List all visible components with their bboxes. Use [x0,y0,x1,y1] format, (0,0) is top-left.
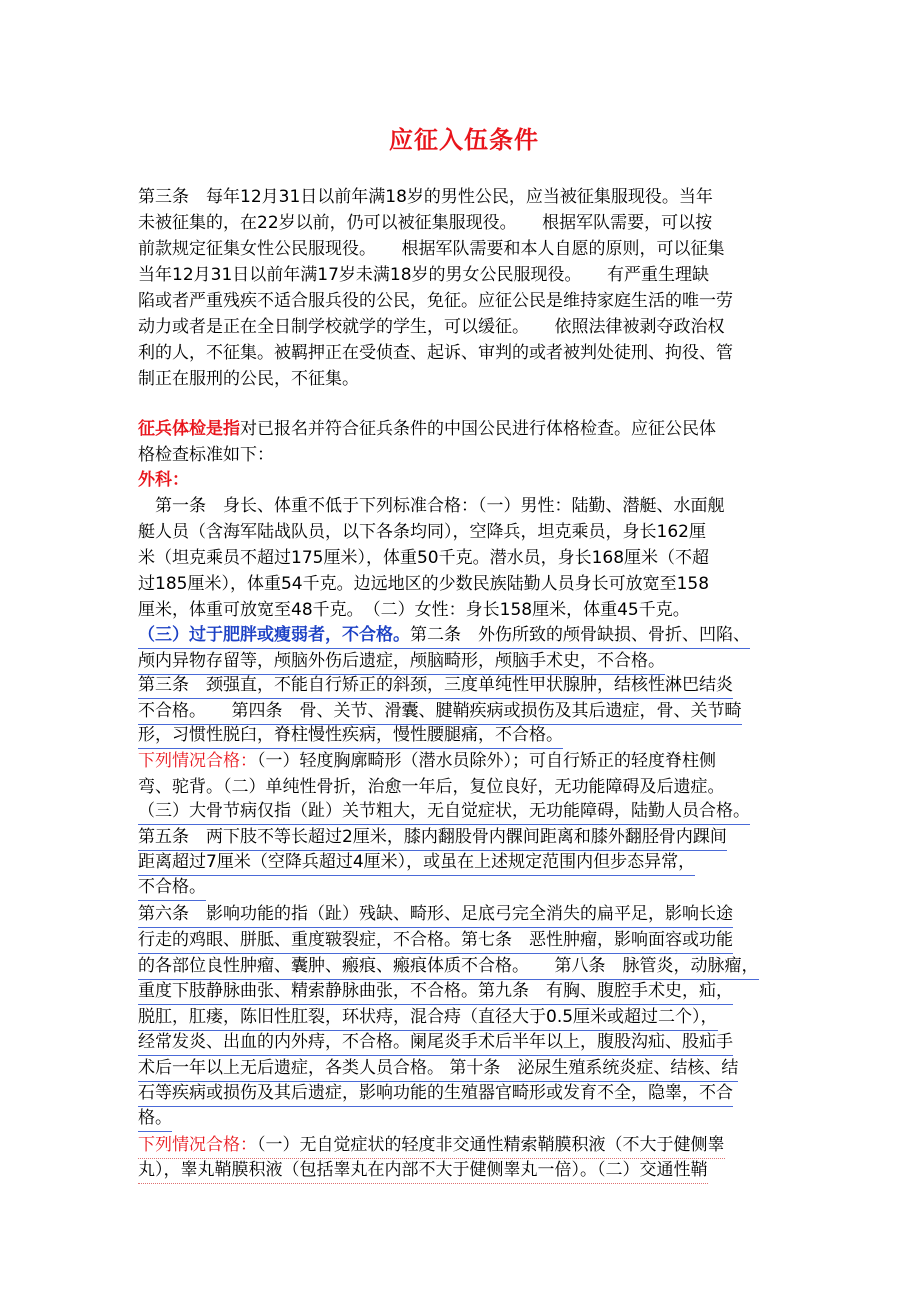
paragraph-line: 第一条 身长、体重不低于下列标准合格：（一）男性：陆勤、潜艇、水面舰 [138,496,725,516]
paragraph-line: 利的人，不征集。被羁押正在受侦查、起诉、审判的或者被判处徒刑、拘役、管 [138,343,733,363]
paragraph-line: 颅内异物存留等，颅脑外伤后遗症，颅脑畸形，颅脑手术史，不合格。 [138,648,665,675]
paragraph-line: 重度下肢静脉曲张、精索静脉曲张，不合格。第九条 有胸、腹腔手术史，疝， [138,978,733,1005]
paragraph-line: 制正在服刑的公民，不征集。 [138,369,359,389]
document-title: 应征入伍条件 [389,126,539,154]
paragraph-line: 陷或者严重残疾不适合服兵役的公民，免征。应征公民是维持家庭生活的唯一劳 [138,291,733,311]
paragraph-line [138,748,716,774]
paragraph-line: 经常发炎、出血的内外痔，不合格。阑尾炎手术后半年以上，腹股沟疝、股疝手 [138,1029,733,1056]
paragraph-line: （三）大骨节病仅指（趾）关节粗大，无自觉症状，无功能障碍，陆勤人员合格。 [138,798,750,825]
paragraph-line: 第五条 两下肢不等长超过2厘米，膝内翻股骨内髁间距离和膝外翻胫骨内踝间 [138,824,727,851]
paragraph-line [138,622,750,649]
paragraph-line: 距离超过7厘米（空降兵超过4厘米），或虽在上述规定范围内但步态异常， [138,849,695,876]
paragraph-line: 不合格。 [138,874,206,901]
paragraph-line: 未被征集的，在22岁以前，仍可以被征集服现役。 根据军队需要，可以按 [138,213,713,233]
paragraph-line: 动力或者是正在全日制学校就学的学生，可以缓征。 依照法律被剥夺政治权 [138,317,725,337]
paragraph-line: 弯、驼背。（二）单纯性骨折，治愈一年后，复位良好，无功能障碍及后遗症。 [138,777,725,797]
article-text: （一）轻度胸廓畸形（潜水员除外）；可自行矫正的轻度脊柱侧 [257,751,716,771]
exam-text: 对已报名并符合征兵条件的中国公民进行体格检查。应征公民体 [240,419,716,439]
paragraph-line: 米（坦克乘员不超过175厘米），体重50千克。潜水员，身长168厘米（不超 [138,548,710,568]
paragraph-line: 形，习惯性脱臼，脊柱慢性疾病，慢性腰腿痛，不合格。 [138,722,563,749]
paragraph-line: 第三条 每年12月31日以前年满18岁的男性公民，应当被征集服现役。当年 [138,187,713,207]
qualified-heading: 下列情况合格： [138,751,257,771]
surgery-heading: 外科： [138,470,189,490]
paragraph-line: 脱肛，肛瘘，陈旧性肛裂，环状痔，混合痔（直径大于0.5厘米或超过二个）， [138,1004,718,1031]
paragraph-line: 当年12月31日以前年满17岁未满18岁的男女公民服现役。 有严重生理缺 [138,265,710,285]
paragraph-line: 格。 [138,1105,172,1132]
paragraph-line [138,1132,725,1159]
paragraph-line: 艇人员（含海军陆战队员，以下各条均同），空降兵，坦克乘员，身长162厘 [138,522,706,542]
exam-definition-line [138,416,716,442]
paragraph-line: 行走的鸡眼、胼胝、重度皲裂症，不合格。第七条 恶性肿瘤，影响面容或功能 [138,927,733,954]
paragraph-line: 第三条 颈强直，不能自行矫正的斜颈，三度单纯性甲状腺肿，结核性淋巴结炎 [138,672,733,699]
paragraph-line: 第六条 影响功能的指（趾）残缺、畸形、足底弓完全消失的扁平足，影响长途 [138,901,733,928]
article-text: 第二条 外伤所致的颅骨缺损、骨折、凹陷、 [410,625,750,645]
paragraph-line: 前款规定征集女性公民服现役。 根据军队需要和本人自愿的原则，可以征集 [138,239,725,259]
paragraph-line: 过185厘米），体重54千克。边远地区的少数民族陆勤人员身长可放宽至158 [138,574,710,594]
paragraph-line: 术后一年以上无后遗症，各类人员合格。 第十条 泌尿生殖系统炎症、结核、结 [138,1055,738,1082]
article-text: （一）无自觉症状的轻度非交通性精索鞘膜积液（不大于健侧睾 [257,1135,725,1155]
paragraph-line: 厘米，体重可放宽至48千克。 （二）女性：身长158厘米，体重45千克。 [138,600,690,620]
paragraph-line: 的各部位良性肿瘤、囊肿、瘢痕、瘢痕体质不合格。 第八条 脉管炎，动脉瘤， [138,953,759,980]
qualified-heading: 下列情况合格： [138,1135,257,1155]
blue-highlight-phrase: （三）过于肥胖或瘦弱者，不合格。 [138,625,410,645]
paragraph-line: 石等疾病或损伤及其后遗症，影响功能的生殖器官畸形或发育不全，隐睾，不合 [138,1080,733,1107]
paragraph-line: 格检查标准如下： [138,445,274,465]
paragraph-line: 丸），睾丸鞘膜积液（包括睾丸在内部不大于健侧睾丸一倍）。（二）交通性鞘 [138,1157,708,1184]
exam-heading: 征兵体检是指 [138,419,240,439]
paragraph-line: 不合格。 第四条 骨、关节、滑囊、腱鞘疾病或损伤及其后遗症，骨、关节畸 [138,698,742,725]
